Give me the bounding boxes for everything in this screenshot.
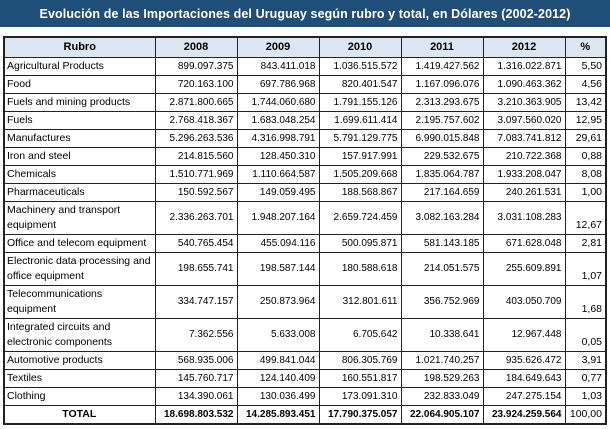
value-cell: 217.164.659	[401, 183, 483, 201]
value-cell: 17.790.375.057	[319, 405, 401, 424]
percent-cell: 12,67	[565, 201, 606, 234]
percent-cell: 13,42	[565, 93, 606, 111]
percent-cell: 5,50	[565, 57, 606, 75]
value-cell: 124.140.409	[237, 369, 319, 387]
table-row	[4, 93, 606, 111]
value-cell: 7.362.556	[155, 318, 237, 351]
table-row	[4, 201, 606, 234]
value-cell: 6.990.015.848	[401, 129, 483, 147]
page-title: Evolución de las Importaciones del Uruguay según rubro y total, en Dólares (2002-2012)	[0, 0, 610, 27]
table-row	[4, 387, 606, 405]
header-2010: 2010	[319, 37, 401, 57]
value-cell: 160.551.817	[319, 369, 401, 387]
percent-cell: 1,03	[565, 387, 606, 405]
value-cell: 1.505.209.668	[319, 165, 401, 183]
value-cell: 2.313.293.675	[401, 93, 483, 111]
value-cell: 697.786.968	[237, 75, 319, 93]
percent-cell: 3,91	[565, 351, 606, 369]
table-row	[4, 129, 606, 147]
percent-cell: 8,08	[565, 165, 606, 183]
value-cell: 1.683.048.254	[237, 111, 319, 129]
value-cell: 198.529.263	[401, 369, 483, 387]
value-cell: 1.699.611.414	[319, 111, 401, 129]
value-cell: 1.021.740.257	[401, 351, 483, 369]
table-row	[4, 57, 606, 75]
row-label-cell: TOTAL	[4, 405, 155, 424]
value-cell: 356.752.969	[401, 285, 483, 318]
value-cell: 1.036.515.572	[319, 57, 401, 75]
value-cell: 500.095.871	[319, 234, 401, 252]
value-cell: 134.390.061	[155, 387, 237, 405]
value-cell: 7.083.741.812	[483, 129, 565, 147]
value-cell: 5.791.129.775	[319, 129, 401, 147]
imports-table	[3, 36, 607, 425]
value-cell: 1.167.096.076	[401, 75, 483, 93]
value-cell: 540.765.454	[155, 234, 237, 252]
value-cell: 232.833.049	[401, 387, 483, 405]
value-cell: 18.698.803.532	[155, 405, 237, 424]
value-cell: 455.094.116	[237, 234, 319, 252]
table-row	[4, 285, 606, 318]
table-body	[4, 57, 606, 424]
row-label-cell: Automotive products	[4, 351, 155, 369]
value-cell: 250.873.964	[237, 285, 319, 318]
value-cell: 581.143.185	[401, 234, 483, 252]
percent-cell: 2,81	[565, 234, 606, 252]
row-label-cell: Iron and steel	[4, 147, 155, 165]
value-cell: 899.097.375	[155, 57, 237, 75]
value-cell: 720.163.100	[155, 75, 237, 93]
value-cell: 5.633.008	[237, 318, 319, 351]
value-cell: 149.059.495	[237, 183, 319, 201]
value-cell: 198.655.741	[155, 252, 237, 285]
value-cell: 334.747.157	[155, 285, 237, 318]
value-cell: 499.841.044	[237, 351, 319, 369]
value-cell: 1.419.427.562	[401, 57, 483, 75]
value-cell: 1.316.022.871	[483, 57, 565, 75]
value-cell: 6.705.642	[319, 318, 401, 351]
row-label-cell: Fuels and mining products	[4, 93, 155, 111]
value-cell: 1.090.463.362	[483, 75, 565, 93]
total-row	[4, 405, 606, 424]
row-label-cell: Machinery and transport equipment	[4, 201, 155, 234]
table-row	[4, 183, 606, 201]
percent-cell: 1,07	[565, 252, 606, 285]
value-cell: 806.305.769	[319, 351, 401, 369]
table-row	[4, 165, 606, 183]
percent-cell: 29,61	[565, 129, 606, 147]
row-label-cell: Integrated circuits and electronic components	[4, 318, 155, 351]
value-cell: 173.091.310	[319, 387, 401, 405]
value-cell: 240.261.531	[483, 183, 565, 201]
row-label-cell: Textiles	[4, 369, 155, 387]
value-cell: 214.815.560	[155, 147, 237, 165]
value-cell: 150.592.567	[155, 183, 237, 201]
value-cell: 2.195.757.602	[401, 111, 483, 129]
value-cell: 22.064.905.107	[401, 405, 483, 424]
value-cell: 210.722.368	[483, 147, 565, 165]
percent-cell: 12,95	[565, 111, 606, 129]
value-cell: 820.401.547	[319, 75, 401, 93]
row-label-cell: Chemicals	[4, 165, 155, 183]
value-cell: 229.532.675	[401, 147, 483, 165]
row-label-cell: Pharmaceuticals	[4, 183, 155, 201]
title-table-gap	[0, 27, 610, 36]
row-label-cell: Office and telecom equipment	[4, 234, 155, 252]
value-cell: 130.036.499	[237, 387, 319, 405]
value-cell: 4.316.998.791	[237, 129, 319, 147]
value-cell: 12.967.448	[483, 318, 565, 351]
row-label-cell: Telecommunications equipment	[4, 285, 155, 318]
row-label-cell: Food	[4, 75, 155, 93]
value-cell: 1.933.208.047	[483, 165, 565, 183]
value-cell: 128.450.310	[237, 147, 319, 165]
value-cell: 1.948.207.164	[237, 201, 319, 234]
percent-cell: 100,00	[565, 405, 606, 424]
header-2012: 2012	[483, 37, 565, 57]
value-cell: 3.210.363.905	[483, 93, 565, 111]
percent-cell: 4,56	[565, 75, 606, 93]
value-cell: 1.835.064.787	[401, 165, 483, 183]
value-cell: 1.110.664.587	[237, 165, 319, 183]
value-cell: 2.659.724.459	[319, 201, 401, 234]
value-cell: 198.587.144	[237, 252, 319, 285]
value-cell: 214.051.575	[401, 252, 483, 285]
percent-cell: 1,68	[565, 285, 606, 318]
value-cell: 255.609.891	[483, 252, 565, 285]
value-cell: 403.050.709	[483, 285, 565, 318]
value-cell: 1.510.771.969	[155, 165, 237, 183]
percent-cell: 0,77	[565, 369, 606, 387]
value-cell: 23.924.259.564	[483, 405, 565, 424]
value-cell: 2.336.263.701	[155, 201, 237, 234]
value-cell: 10.338.641	[401, 318, 483, 351]
value-cell: 2.768.418.367	[155, 111, 237, 129]
percent-cell: 0,88	[565, 147, 606, 165]
header-rubro: Rubro	[4, 37, 155, 57]
percent-cell: 0,05	[565, 318, 606, 351]
value-cell: 188.568.867	[319, 183, 401, 201]
table-row	[4, 252, 606, 285]
header-2009: 2009	[237, 37, 319, 57]
header-percent: %	[565, 37, 606, 57]
table-row	[4, 318, 606, 351]
table-row	[4, 147, 606, 165]
value-cell: 14.285.893.451	[237, 405, 319, 424]
row-label-cell: Fuels	[4, 111, 155, 129]
value-cell: 3.097.560.020	[483, 111, 565, 129]
header-2011: 2011	[401, 37, 483, 57]
row-label-cell: Agricultural Products	[4, 57, 155, 75]
value-cell: 247.275.154	[483, 387, 565, 405]
table-row	[4, 234, 606, 252]
value-cell: 157.917.991	[319, 147, 401, 165]
table-row	[4, 75, 606, 93]
value-cell: 568.935.006	[155, 351, 237, 369]
value-cell: 145.760.717	[155, 369, 237, 387]
value-cell: 2.871.800.665	[155, 93, 237, 111]
value-cell: 312.801.611	[319, 285, 401, 318]
row-label-cell: Clothing	[4, 387, 155, 405]
row-label-cell: Manufactures	[4, 129, 155, 147]
table-row	[4, 369, 606, 387]
value-cell: 5.296.263.536	[155, 129, 237, 147]
table-row	[4, 351, 606, 369]
value-cell: 3.082.163.284	[401, 201, 483, 234]
table-row	[4, 111, 606, 129]
percent-cell: 1,00	[565, 183, 606, 201]
value-cell: 1.744.060.680	[237, 93, 319, 111]
value-cell: 935.626.472	[483, 351, 565, 369]
value-cell: 3.031.108.283	[483, 201, 565, 234]
row-label-cell: Electronic data processing and office equipment	[4, 252, 155, 285]
value-cell: 1.791.155.126	[319, 93, 401, 111]
value-cell: 671.628.048	[483, 234, 565, 252]
header-2008: 2008	[155, 37, 237, 57]
header-row	[4, 37, 606, 57]
value-cell: 843.411.018	[237, 57, 319, 75]
value-cell: 184.649.643	[483, 369, 565, 387]
value-cell: 180.588.618	[319, 252, 401, 285]
